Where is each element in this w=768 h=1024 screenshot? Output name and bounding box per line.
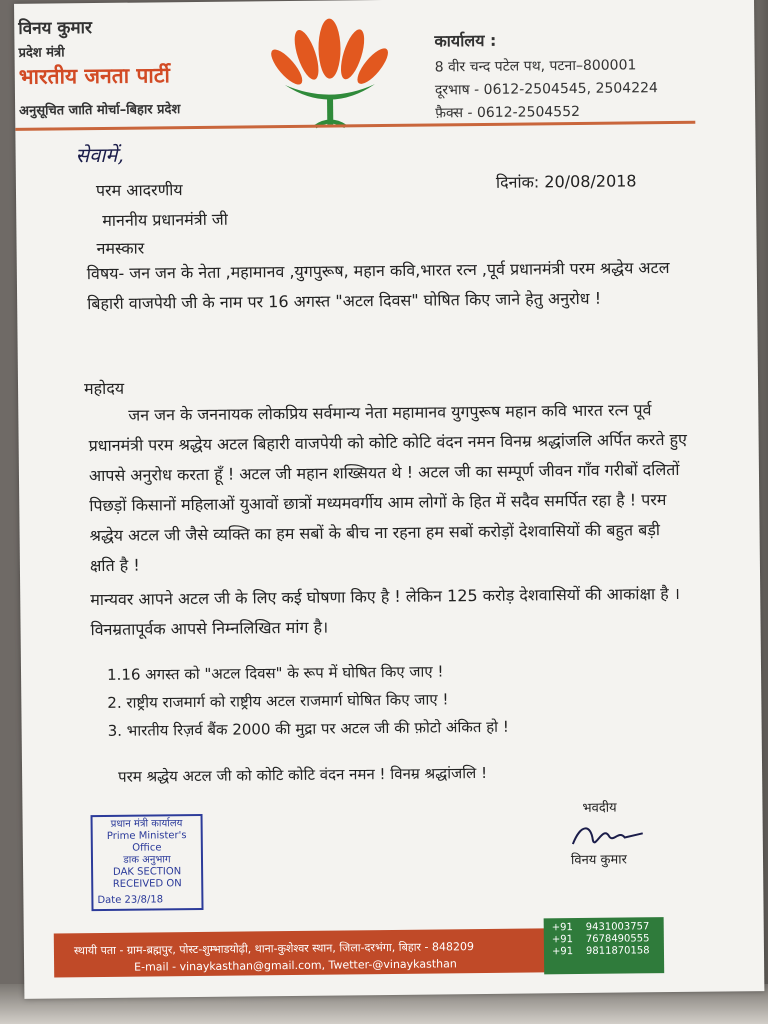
footer-address: स्थायी पता - ग्राम-ब्रह्मपुर, पोस्ट-शुम्भाडयोढ़ी, थाना-कुशेश्वर स्थान, जिला-दरभंगा, बिहार - 848209 [73, 940, 475, 958]
party-name: भारतीय जनता पार्टी [18, 63, 170, 89]
subject: विषय- जन जन के नेता ,महामानव ,युगपुरूष, महान कवि,भारत रत्न ,पूर्व प्रधानमंत्री परम श्रद्धेय अटल बिहारी वाजपेयी जी के नाम पर 16 अगस्त "अटल दिवस" घोषित किए जाने हेतु अनुरोध ! [86, 258, 670, 314]
closing-line: परम श्रद्धेय अटल जी को कोटि कोटि वंदन नमन ! विनम्र श्रद्धांजलि ! [118, 763, 488, 786]
sender-post: प्रदेश मंत्री [18, 45, 65, 61]
address-word: महोदय [83, 378, 125, 399]
office-address: 8 वीर चन्द पटेल पथ, पटना–800001 [434, 57, 637, 76]
signer-name: विनय कुमार [570, 852, 628, 869]
sender-name: विनय कुमार [18, 18, 93, 39]
footer-phones [552, 921, 650, 958]
letter-sheet [14, 0, 764, 999]
lotus-logo-icon [264, 8, 395, 137]
greeting: नमस्कार [96, 238, 145, 259]
office-label: कार्यालय : [434, 30, 497, 51]
pmo-received-stamp [91, 814, 204, 911]
stamp-line-3: डाक अनुभाग [123, 854, 171, 866]
phone-row: +91 7678490555 [551, 933, 650, 946]
stamp-line-2: Prime Minister's Office [106, 830, 187, 854]
phone-row: +91 9811870158 [551, 945, 650, 958]
valediction: भवदीय [582, 800, 617, 816]
recipient-line-2: माननीय प्रधानमंत्री जी [102, 209, 228, 230]
stamp-line-1: प्रधान मंत्री कार्यालय [110, 818, 183, 830]
body-paragraph-1: जन जन के जननायक लोकप्रिय सर्वमान्य नेता महामानव युगपुरूष महान कवि भारत रत्न पूर्व प्रधानमंत्री परम श्रद्धेय अटल बिहारी वाजपेयी को कोटि कोटि वंदन नमन विनम्र श्रद्धांजलि अर्पित करते हुए आपसे अनुरोध करता हूँ ! अटल जी महान शख्सियत थे ! अटल जी का सम्पूर्ण जीवन गाँव गरीबों दलितों पिछड़ों किसानों महिलाओं युआवों छात्रों मध्यमवर्गीय आम लोगों के हित में सदैव समर्पित रहा है ! परम श्रद्धेय अटल जी जैसे व्यक्ति का हम सबों के बीच ना रहना हम सबों करोड़ों देशवासियों की बहुत बड़ी क्षति है ! [88, 400, 688, 576]
stamp-line-5: RECEIVED ON [112, 878, 182, 890]
demand-item-2: 2. राष्ट्रीय राजमार्ग को राष्ट्रीय अटल राजमार्ग घोषित किए जाए ! [107, 690, 449, 712]
letterhead-left [18, 14, 180, 119]
stamp-line-4: DAK SECTION [112, 866, 182, 878]
demand-item-3: 3. भारतीय रिज़र्व बैंक 2000 की मुद्रा पर अटल जी की फ़ोटो अंकित हो ! [107, 717, 509, 740]
office-phone: दूरभाष - 0612-2504545, 2504224 [434, 80, 658, 99]
party-cell: अनुसूचित जाति मोर्चा–बिहार प्रदेश [19, 102, 181, 119]
phone-row: +91 9431003757 [551, 921, 650, 934]
recipient-line-1: परम आदरणीय [95, 180, 183, 201]
office-fax: फ़ैक्स - 0612-2504552 [435, 103, 581, 122]
footer-contact: E-mail - vinaykasthan@gmail.com, Twetter-@vinaykasthan [134, 957, 457, 974]
salutation-handwritten: सेवामें, [75, 142, 124, 168]
stamp-date: Date 23/8/18 [97, 894, 164, 907]
body-paragraph-2: मान्यवर आपने अटल जी के लिए कई घोषणा किए है ! लेकिन 125 करोड़ देशवासियों की आकांक्षा है । विनम्रतापूर्वक आपसे निम्नलिखित मांग है। [90, 583, 680, 640]
demand-item-1: 1.16 अगस्त को "अटल दिवस" के रूप में घोषित किए जाए ! [106, 662, 444, 684]
letterhead-right [434, 27, 658, 126]
letter-date: दिनांक: 20/08/2018 [495, 171, 637, 192]
